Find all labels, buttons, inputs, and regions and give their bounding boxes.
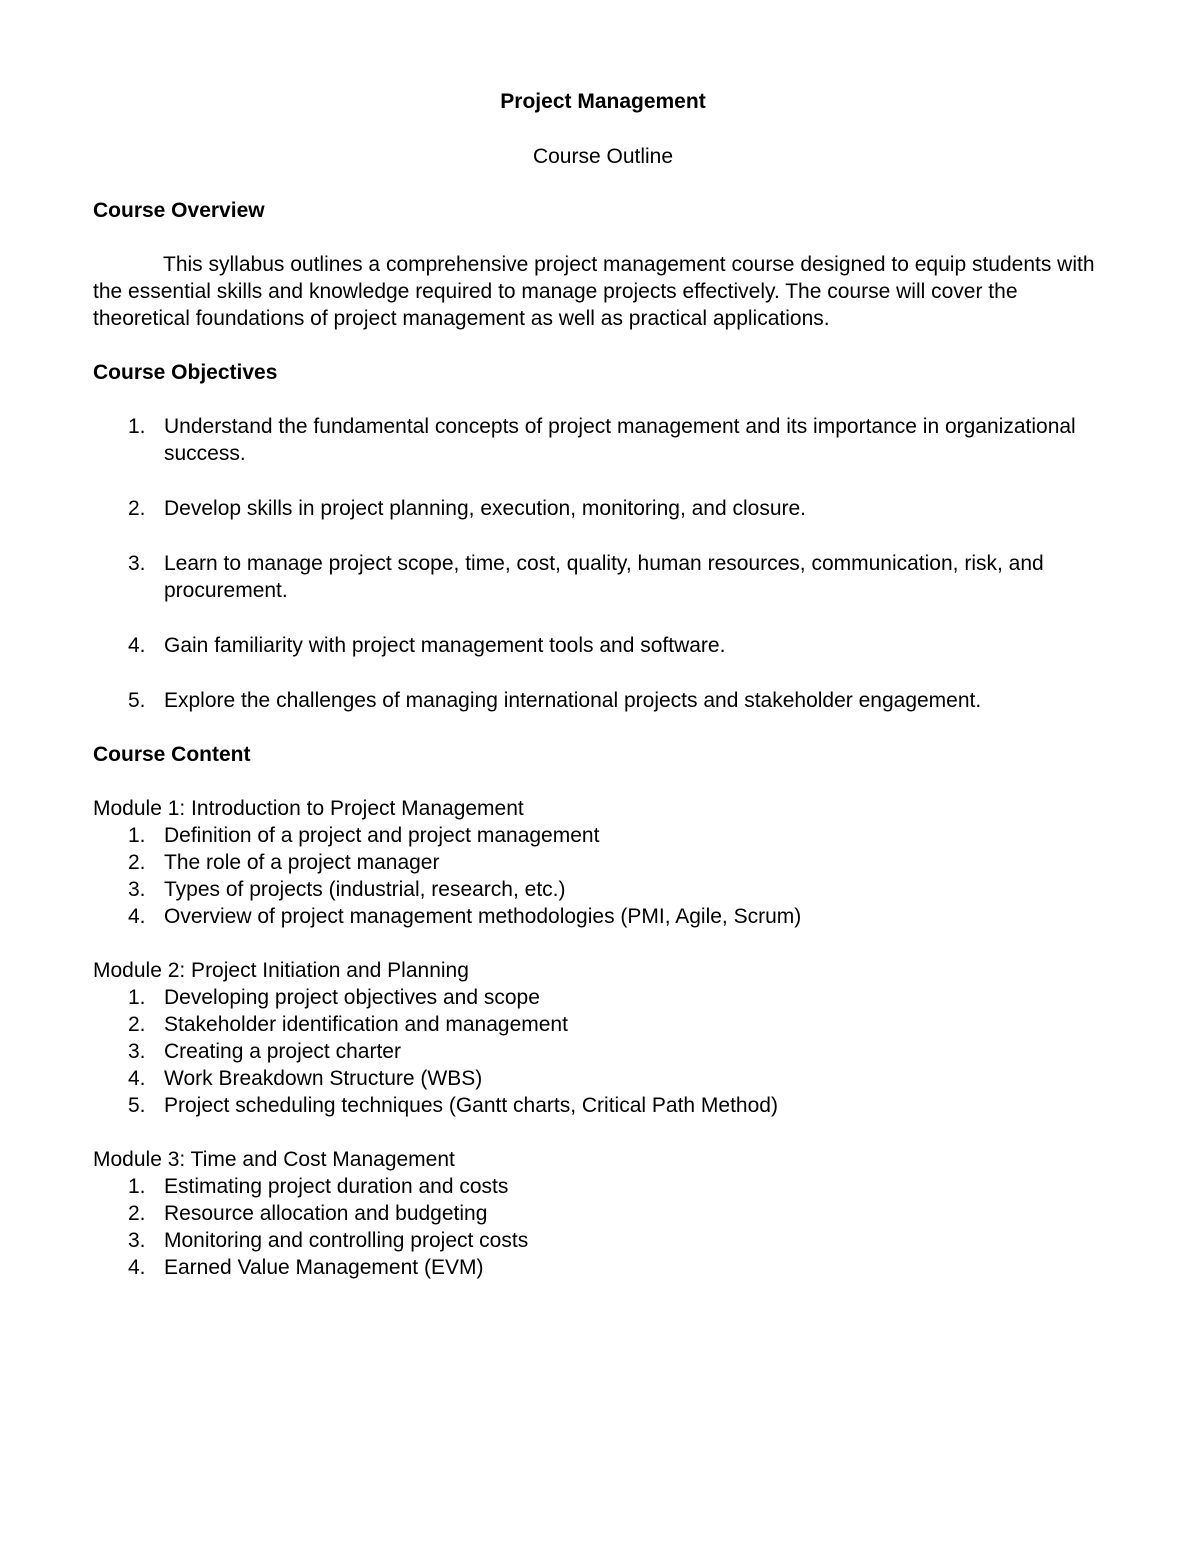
objective-number: 5.	[128, 689, 146, 712]
topic-text: Stakeholder identification and management	[164, 1013, 568, 1036]
module-topic	[93, 1200, 1113, 1227]
topic-text: Earned Value Management (EVM)	[164, 1256, 484, 1279]
module-topic	[93, 984, 1113, 1011]
objective-number: 4.	[128, 634, 146, 657]
objective-item	[93, 495, 1113, 522]
document-page	[93, 88, 1113, 1281]
document-title: Project Management	[500, 90, 706, 113]
topic-number: 1.	[128, 824, 146, 847]
overview-paragraph: This syllabus outlines a comprehensive project management course designed to equip students with the essential skills and knowledge required to manage projects effectively. The course will cover the theoretical foundations of project management as well as practical applications.	[93, 253, 1095, 330]
objectives-heading: Course Objectives	[93, 361, 278, 384]
objective-item	[93, 413, 1113, 467]
topic-number: 4.	[128, 905, 146, 928]
module-title: Module 1: Introduction to Project Management	[93, 797, 524, 820]
topic-number: 4.	[128, 1067, 146, 1090]
topic-number: 2.	[128, 851, 146, 874]
objective-number: 3.	[128, 552, 146, 575]
module-topic	[93, 1092, 1113, 1119]
objective-number: 2.	[128, 497, 146, 520]
module-topic	[93, 1227, 1113, 1254]
topic-number: 2.	[128, 1202, 146, 1225]
module-title: Module 3: Time and Cost Management	[93, 1148, 455, 1171]
topic-number: 1.	[128, 1175, 146, 1198]
topic-text: Resource allocation and budgeting	[164, 1202, 488, 1225]
topic-text: The role of a project manager	[164, 851, 440, 874]
module-topic	[93, 903, 1113, 930]
objective-item	[93, 550, 1113, 604]
module-topic-list	[93, 822, 1113, 930]
topic-number: 3.	[128, 1229, 146, 1252]
module-topic-list	[93, 984, 1113, 1119]
topic-text: Estimating project duration and costs	[164, 1175, 509, 1198]
topic-number: 2.	[128, 1013, 146, 1036]
module-title: Module 2: Project Initiation and Planning	[93, 959, 469, 982]
objective-text: Explore the challenges of managing international projects and stakeholder engagement.	[164, 689, 982, 712]
document-subtitle: Course Outline	[532, 145, 674, 168]
objective-number: 1.	[128, 415, 146, 438]
topic-number: 3.	[128, 878, 146, 901]
topic-number: 4.	[128, 1256, 146, 1279]
topic-text: Definition of a project and project management	[164, 824, 600, 847]
module-topic	[93, 1173, 1113, 1200]
module-topic	[93, 849, 1113, 876]
module-topic	[93, 1011, 1113, 1038]
module-topic	[93, 822, 1113, 849]
objective-text: Gain familiarity with project management tools and software.	[164, 634, 726, 657]
topic-number: 1.	[128, 986, 146, 1009]
module-topic-list	[93, 1173, 1113, 1281]
topic-text: Types of projects (industrial, research, etc.)	[164, 878, 566, 901]
overview-heading: Course Overview	[93, 199, 265, 222]
topic-text: Developing project objectives and scope	[164, 986, 540, 1009]
topic-text: Creating a project charter	[164, 1040, 401, 1063]
topic-text: Overview of project management methodologies (PMI, Agile, Scrum)	[164, 905, 802, 928]
topic-text: Monitoring and controlling project costs	[164, 1229, 529, 1252]
objective-item	[93, 632, 1113, 659]
module-topic	[93, 876, 1113, 903]
objectives-list	[93, 413, 1113, 714]
module-topic	[93, 1065, 1113, 1092]
objective-text: Learn to manage project scope, time, cost, quality, human resources, communication, risk, and procurement.	[164, 552, 1044, 602]
topic-number: 3.	[128, 1040, 146, 1063]
module-topic	[93, 1254, 1113, 1281]
topic-text: Work Breakdown Structure (WBS)	[164, 1067, 483, 1090]
topic-number: 5.	[128, 1094, 146, 1117]
module-topic	[93, 1038, 1113, 1065]
content-heading: Course Content	[93, 743, 251, 766]
objective-text: Understand the fundamental concepts of project management and its importance in organizational success.	[164, 415, 1076, 465]
objective-item	[93, 687, 1113, 714]
topic-text: Project scheduling techniques (Gantt charts, Critical Path Method)	[164, 1094, 778, 1117]
objective-text: Develop skills in project planning, execution, monitoring, and closure.	[164, 497, 807, 520]
